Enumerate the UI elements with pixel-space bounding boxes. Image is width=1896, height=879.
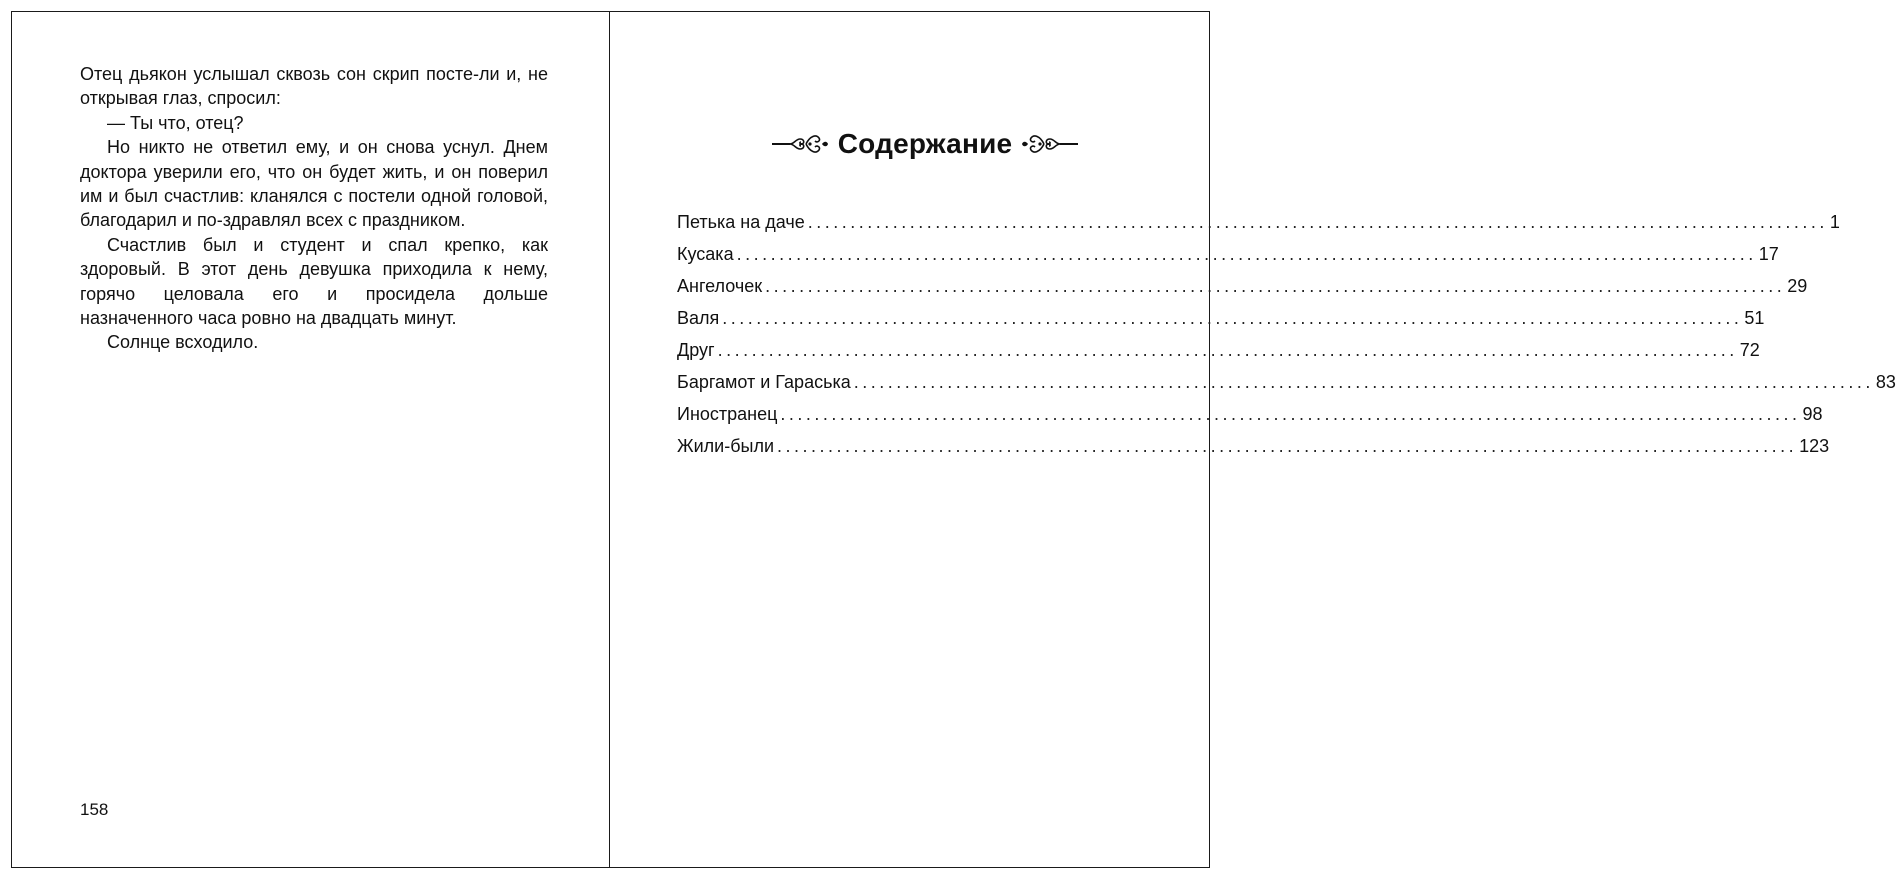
toc-entry-title: Жили-были <box>677 436 775 456</box>
toc-entry-title: Баргамот и Гараська <box>677 372 851 392</box>
toc-heading <box>770 122 1080 166</box>
toc-entry[interactable] <box>677 270 1808 302</box>
dot-leader: ........................................................................................................................ <box>717 340 1738 360</box>
dot-leader: ........................................................................................................................ <box>777 436 1798 456</box>
toc-entry[interactable] <box>677 238 1779 270</box>
toc-entry-title: Иностранец <box>677 404 778 424</box>
toc-entry[interactable] <box>677 334 1760 366</box>
toc-entry-title: Петька на даче <box>677 212 805 232</box>
paragraph: Но никто не ответил ему, и он снова уснул. Днем доктора уверили его, что он будет жить, и он поверил им и был счастлив: кланялся с постели одной головой, благодарил и по-здравлял всех с праздником. <box>80 137 548 231</box>
toc-title: Содержание <box>837 128 1013 159</box>
dot-leader: ........................................................................................................................ <box>722 308 1743 328</box>
toc-entry-title: Ангелочек <box>677 276 763 296</box>
toc-entry[interactable] <box>677 206 1840 238</box>
toc-entry[interactable] <box>677 302 1765 334</box>
toc-entry-title: Друг <box>677 340 715 360</box>
toc-entry-page: 17 <box>1758 244 1779 264</box>
paragraph-dialogue: — Ты что, отец? <box>107 112 244 133</box>
dot-leader: ........................................................................................................................ <box>765 276 1786 296</box>
dot-leader: ........................................................................................................................ <box>736 244 1757 264</box>
toc-entry[interactable] <box>677 366 1896 398</box>
toc-entry-page: 29 <box>1787 276 1808 296</box>
table-of-contents <box>677 206 1896 462</box>
toc-entry-page: 51 <box>1744 308 1765 328</box>
dot-leader: ........................................................................................................................ <box>853 372 1874 392</box>
toc-entry[interactable] <box>677 430 1830 462</box>
left-page-text <box>80 62 548 355</box>
dot-leader: ........................................................................................................................ <box>780 404 1801 424</box>
paragraph: Счастлив был и студент и спал крепко, как здоровый. В этот день девушка приходила к нему, горячо целовала его и просидела дольше назначенного часа ровно на двадцать минут. <box>80 234 548 329</box>
toc-entry-page: 1 <box>1829 212 1840 232</box>
toc-entry[interactable] <box>677 398 1823 430</box>
toc-entry-title: Валя <box>677 308 720 328</box>
flourish-ornament-icon <box>1020 129 1078 159</box>
toc-entry-page: 98 <box>1802 404 1823 424</box>
page-number: 158 <box>80 800 109 819</box>
paragraph: Солнце всходило. <box>107 332 259 353</box>
dot-leader: ........................................................................................................................ <box>807 212 1828 232</box>
toc-entry-page: 72 <box>1739 340 1760 360</box>
toc-entry-title: Кусака <box>677 244 734 264</box>
page-gutter-divider <box>609 11 610 868</box>
paragraph: Отец дьякон услышал сквозь сон скрип посте-ли и, не открывая глаз, спросил: <box>80 64 548 109</box>
flourish-ornament-icon <box>772 129 830 159</box>
toc-entry-page: 83 <box>1875 372 1896 392</box>
toc-entry-page: 123 <box>1799 436 1830 456</box>
